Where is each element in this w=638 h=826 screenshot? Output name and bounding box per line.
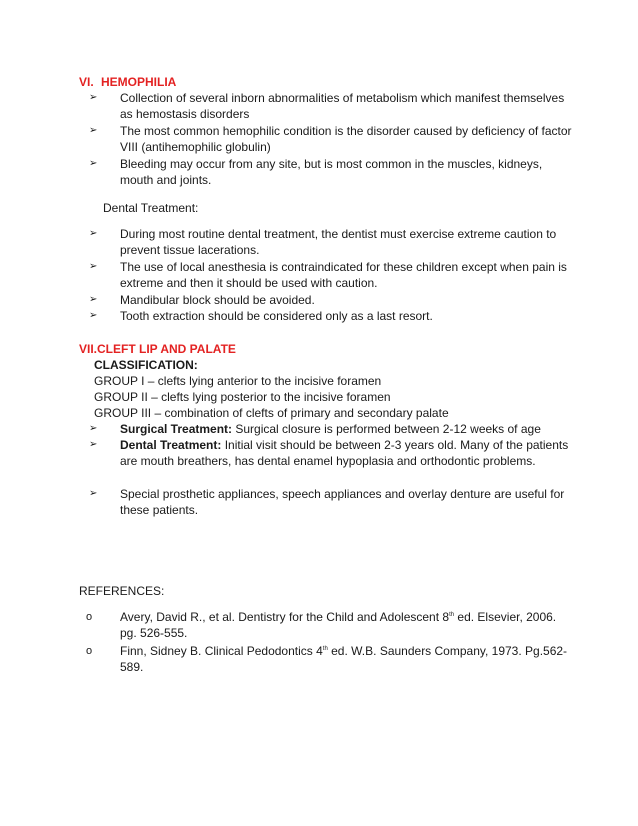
treatment-text: Surgical closure is performed between 2-12 weeks of age [232,422,541,436]
bullet-text: Bleeding may occur from any site, but is most common in the muscles, kidneys, mouth and joints. [120,157,543,187]
dental-treatment-label: Dental Treatment: [103,201,199,215]
list-item [89,226,573,258]
section-number: VII. [79,342,98,356]
bullet-text: Collection of several inborn abnormalities of metabolism which manifest themselves as hemostasis disorders [120,91,565,121]
list-item [89,156,573,188]
section-title: HEMOPHILIA [101,75,177,89]
bullet-text: The use of local anesthesia is contraindicated for these children except when pain is extreme and then it should be used with caution. [120,260,567,290]
section-title: CLEFT LIP AND PALATE [97,342,236,356]
bullet-text [103,421,573,437]
list-item [89,292,573,308]
treatment-label: Dental Treatment: [120,438,222,452]
list-item [89,421,573,437]
arrow-bullet-icon: ➢ [89,310,98,321]
section-heading-cleft [79,341,236,357]
circle-bullet-icon: o [86,645,93,657]
treatment-label: Surgical Treatment: [120,422,233,436]
list-item [89,90,573,122]
list-item [89,259,573,291]
arrow-bullet-icon: ➢ [89,228,98,239]
bullet-text: Mandibular block should be avoided. [120,293,315,307]
circle-bullet-icon: o [86,611,93,623]
reference-text: Finn, Sidney B. Clinical Pedodontics 4th ed. W.B. Saunders Company, 1973. Pg.562-589. [120,644,568,674]
reference-text: Avery, David R., et al. Dentistry for the Child and Adolescent 8th ed. Elsevier, 2006. pg. 526-555. [120,610,557,640]
list-item [89,308,573,324]
arrow-bullet-icon: ➢ [89,439,98,450]
reference-item [86,643,573,675]
group-line: GROUP II – clefts lying posterior to the incisive foramen [94,390,391,404]
arrow-bullet-icon: ➢ [89,158,98,169]
bullet-text: The most common hemophilic condition is the disorder caused by deficiency of factor VIII (antihemophilic globulin) [120,124,572,154]
section-number: VI. [79,75,94,89]
section-heading-hemophilia [79,74,176,90]
arrow-bullet-icon: ➢ [89,294,98,305]
arrow-bullet-icon: ➢ [89,261,98,272]
arrow-bullet-icon: ➢ [89,423,98,434]
reference-item [86,609,573,641]
bullet-text [103,437,573,469]
treatment-text: Initial visit should be between 2-3 years old. Many of the patients are mouth breathers, has dental enamel hypoplasia and orthodontic problems. [120,438,569,468]
arrow-bullet-icon: ➢ [89,125,98,136]
bullet-text: During most routine dental treatment, the dentist must exercise extreme caution to prevent tissue lacerations. [120,227,557,257]
bullet-text: Tooth extraction should be considered only as a last resort. [120,309,433,323]
bullet-text: Special prosthetic appliances, speech appliances and overlay denture are useful for these patients. [120,487,565,517]
references-label: REFERENCES: [79,584,165,598]
group-line: GROUP III – combination of clefts of primary and secondary palate [94,406,449,420]
list-item [89,123,573,155]
arrow-bullet-icon: ➢ [89,92,98,103]
classification-label: CLASSIFICATION: [94,358,198,372]
arrow-bullet-icon: ➢ [89,488,98,499]
group-line: GROUP I – clefts lying anterior to the incisive foramen [94,374,382,388]
list-item [89,437,573,469]
list-item [89,486,573,518]
